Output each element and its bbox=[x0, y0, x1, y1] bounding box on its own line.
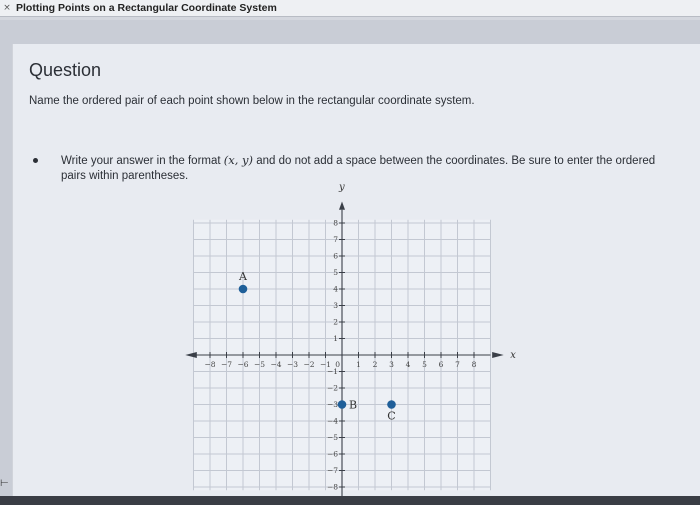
x-tick-label: −7 bbox=[220, 360, 233, 369]
x-tick-label: 8 bbox=[471, 360, 477, 369]
y-axis-top-arrow bbox=[339, 202, 345, 210]
y-tick-label: 2 bbox=[333, 317, 338, 327]
origin-label: 0 bbox=[335, 360, 340, 369]
question-prompt: Name the ordered pair of each point shown below in the rectangular coordinate system. bbox=[29, 95, 475, 107]
y-tick-label: 7 bbox=[333, 235, 338, 244]
x-tick-label: −3 bbox=[286, 360, 299, 369]
x-tick-label: 2 bbox=[372, 360, 378, 369]
y-tick-label: 1 bbox=[333, 334, 338, 343]
y-tick-label: −6 bbox=[326, 449, 338, 459]
x-tick-label: 1 bbox=[356, 360, 361, 369]
y-tick-label: 5 bbox=[333, 268, 338, 277]
y-tick-label: −4 bbox=[326, 416, 338, 426]
x-tick-label: 6 bbox=[438, 360, 444, 369]
question-heading: Question bbox=[29, 60, 102, 80]
y-tick-label: 8 bbox=[333, 218, 338, 228]
instruction-after: and do not add a space between the coordinates. Be sure to enter the ordered pairs within parentheses. bbox=[61, 155, 656, 182]
instruction-before: Write your answer in the format bbox=[61, 155, 224, 167]
y-tick-label: −1 bbox=[326, 367, 338, 376]
bottom-bar bbox=[0, 496, 700, 505]
window-title: Plotting Points on a Rectangular Coordinate System bbox=[16, 2, 277, 14]
point-c bbox=[387, 400, 396, 409]
y-tick-label: −8 bbox=[326, 482, 338, 492]
x-axis-label: x bbox=[510, 350, 516, 361]
x-tick-label: 7 bbox=[455, 360, 460, 369]
x-tick-label: −6 bbox=[237, 360, 249, 369]
x-tick-label: 4 bbox=[405, 360, 411, 369]
cursor-icon: ⊢ bbox=[0, 478, 9, 489]
x-axis-left-arrow bbox=[185, 352, 197, 358]
y-tick-label: −7 bbox=[326, 466, 338, 475]
y-tick-label: 4 bbox=[333, 284, 338, 294]
y-tick-label: −3 bbox=[326, 400, 338, 409]
y-tick-label: 3 bbox=[333, 301, 338, 310]
close-icon[interactable]: × bbox=[3, 3, 11, 13]
x-tick-label: 3 bbox=[389, 360, 394, 369]
y-tick-label: 6 bbox=[333, 251, 338, 261]
x-tick-label: −5 bbox=[253, 360, 266, 369]
point-label-c: C bbox=[387, 409, 396, 423]
point-label-a: A bbox=[239, 270, 247, 283]
x-tick-label: −1 bbox=[319, 360, 332, 369]
point-a bbox=[239, 285, 248, 294]
instruction-format: (x, y) bbox=[223, 153, 254, 167]
x-axis-right-arrow bbox=[492, 352, 504, 358]
y-tick-label: −2 bbox=[326, 383, 338, 393]
x-tick-label: −4 bbox=[270, 360, 282, 369]
y-axis-label: y bbox=[339, 182, 345, 193]
x-tick-label: 5 bbox=[422, 360, 427, 369]
point-label-b: B bbox=[349, 398, 358, 412]
y-tick-label: −5 bbox=[326, 433, 338, 442]
x-tick-label: −2 bbox=[303, 360, 315, 369]
x-tick-label: −8 bbox=[204, 360, 216, 369]
point-b bbox=[338, 400, 347, 409]
